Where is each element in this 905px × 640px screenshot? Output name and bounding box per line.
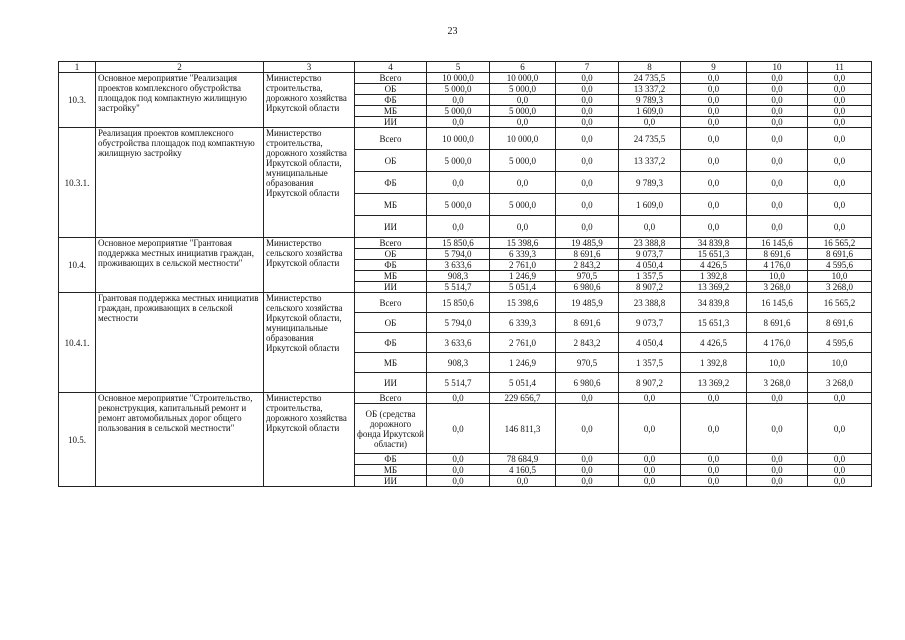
funding-source: ОБ (средства дорожного фонда Иркутской области) [355, 404, 427, 454]
funding-source: ФБ [355, 333, 427, 353]
column-header: 3 [264, 62, 355, 73]
amount-cell: 970,5 [556, 353, 619, 373]
amount-cell: 0,0 [490, 117, 556, 128]
amount-cell: 0,0 [808, 150, 872, 172]
column-header: 5 [427, 62, 490, 73]
amount-cell: 0,0 [556, 117, 619, 128]
column-header: 6 [490, 62, 556, 73]
amount-cell: 1 246,9 [490, 271, 556, 282]
amount-cell: 0,0 [556, 84, 619, 95]
amount-cell: 0,0 [681, 150, 747, 172]
funding-source: МБ [355, 465, 427, 476]
funding-source: МБ [355, 271, 427, 282]
amount-cell: 0,0 [427, 454, 490, 465]
amount-cell: 0,0 [747, 95, 808, 106]
column-header: 2 [96, 62, 264, 73]
amount-cell: 9 073,7 [619, 313, 681, 333]
amount-cell: 34 839,8 [681, 293, 747, 313]
amount-cell: 0,0 [490, 95, 556, 106]
amount-cell: 908,3 [427, 353, 490, 373]
amount-cell: 0,0 [681, 106, 747, 117]
amount-cell: 5 000,0 [427, 150, 490, 172]
amount-cell: 0,0 [556, 465, 619, 476]
funding-source: Всего [355, 293, 427, 313]
amount-cell: 3 268,0 [808, 373, 872, 393]
amount-cell: 0,0 [681, 194, 747, 216]
funding-source: ОБ [355, 313, 427, 333]
amount-cell: 0,0 [681, 454, 747, 465]
amount-cell: 0,0 [681, 73, 747, 84]
amount-cell: 0,0 [556, 393, 619, 404]
amount-cell: 13 337,2 [619, 84, 681, 95]
amount-cell: 4 160,5 [490, 465, 556, 476]
funding-source: ОБ [355, 249, 427, 260]
amount-cell: 0,0 [556, 128, 619, 150]
amount-cell: 5 794,0 [427, 249, 490, 260]
item-code: 10.5. [59, 393, 96, 487]
amount-cell: 0,0 [490, 172, 556, 194]
amount-cell: 4 176,0 [747, 333, 808, 353]
table-row [59, 238, 872, 249]
amount-cell: 15 850,6 [427, 238, 490, 249]
amount-cell: 0,0 [747, 106, 808, 117]
column-header: 11 [808, 62, 872, 73]
amount-cell: 0,0 [681, 95, 747, 106]
amount-cell: 0,0 [556, 106, 619, 117]
amount-cell: 15 651,3 [681, 249, 747, 260]
funding-source: Всего [355, 73, 427, 84]
amount-cell: 8 907,2 [619, 282, 681, 293]
amount-cell: 0,0 [427, 404, 490, 454]
amount-cell: 229 656,7 [490, 393, 556, 404]
amount-cell: 4 595,6 [808, 260, 872, 271]
funding-source: ИИ [355, 282, 427, 293]
item-name: Грантовая поддержка местных инициатив граждан, проживающих в сельской местности [96, 293, 264, 393]
amount-cell: 13 337,2 [619, 150, 681, 172]
amount-cell: 0,0 [427, 95, 490, 106]
column-header: 1 [59, 62, 96, 73]
amount-cell: 6 980,6 [556, 373, 619, 393]
item-code: 10.3. [59, 73, 96, 128]
amount-cell: 0,0 [681, 84, 747, 95]
amount-cell: 5 794,0 [427, 313, 490, 333]
amount-cell: 0,0 [808, 106, 872, 117]
amount-cell: 6 339,3 [490, 313, 556, 333]
amount-cell: 24 735,5 [619, 73, 681, 84]
item-name: Основное мероприятие "Реализация проектов комплексного обустройства площадок под компактную жилищную застройку" [96, 73, 264, 128]
amount-cell: 3 268,0 [747, 373, 808, 393]
amount-cell: 34 839,8 [681, 238, 747, 249]
amount-cell: 5 000,0 [490, 84, 556, 95]
amount-cell: 0,0 [808, 404, 872, 454]
amount-cell: 0,0 [619, 465, 681, 476]
amount-cell: 15 850,6 [427, 293, 490, 313]
amount-cell: 8 691,6 [808, 249, 872, 260]
funding-source: ОБ [355, 150, 427, 172]
amount-cell: 0,0 [556, 172, 619, 194]
amount-cell: 0,0 [619, 117, 681, 128]
amount-cell: 10,0 [747, 271, 808, 282]
table-row [59, 393, 872, 404]
amount-cell: 5 514,7 [427, 373, 490, 393]
amount-cell: 0,0 [427, 476, 490, 487]
amount-cell: 0,0 [808, 84, 872, 95]
amount-cell: 0,0 [427, 393, 490, 404]
amount-cell: 4 426,5 [681, 333, 747, 353]
amount-cell: 8 691,6 [747, 313, 808, 333]
amount-cell: 0,0 [556, 216, 619, 238]
amount-cell: 0,0 [427, 216, 490, 238]
amount-cell: 15 398,6 [490, 293, 556, 313]
amount-cell: 24 735,5 [619, 128, 681, 150]
funding-source: Всего [355, 393, 427, 404]
amount-cell: 2 761,0 [490, 333, 556, 353]
responsible-executor: Министерство строительства, дорожного хозяйства Иркутской области [264, 393, 355, 487]
amount-cell: 0,0 [427, 172, 490, 194]
amount-cell: 0,0 [808, 216, 872, 238]
amount-cell: 5 000,0 [490, 106, 556, 117]
amount-cell: 1 392,8 [681, 353, 747, 373]
amount-cell: 10 000,0 [427, 128, 490, 150]
amount-cell: 0,0 [427, 117, 490, 128]
amount-cell: 146 811,3 [490, 404, 556, 454]
item-name: Реализация проектов комплексного обустройства площадок под компактную жилищную застройку [96, 128, 264, 238]
table-row [59, 73, 872, 84]
amount-cell: 5 000,0 [427, 194, 490, 216]
amount-cell: 23 388,8 [619, 238, 681, 249]
amount-cell: 10,0 [808, 271, 872, 282]
amount-cell: 0,0 [556, 476, 619, 487]
amount-cell: 0,0 [747, 404, 808, 454]
amount-cell: 0,0 [556, 150, 619, 172]
amount-cell: 10 000,0 [427, 73, 490, 84]
amount-cell: 970,5 [556, 271, 619, 282]
amount-cell: 0,0 [747, 194, 808, 216]
column-header: 8 [619, 62, 681, 73]
item-code: 10.4. [59, 238, 96, 293]
amount-cell: 0,0 [808, 465, 872, 476]
column-header: 4 [355, 62, 427, 73]
item-code: 10.4.1. [59, 293, 96, 393]
amount-cell: 8 691,6 [747, 249, 808, 260]
amount-cell: 9 073,7 [619, 249, 681, 260]
amount-cell: 15 398,6 [490, 238, 556, 249]
amount-cell: 0,0 [747, 172, 808, 194]
amount-cell: 0,0 [747, 150, 808, 172]
amount-cell: 5 000,0 [427, 84, 490, 95]
amount-cell: 0,0 [490, 476, 556, 487]
amount-cell: 0,0 [808, 476, 872, 487]
amount-cell: 4 050,4 [619, 333, 681, 353]
amount-cell: 10,0 [808, 353, 872, 373]
responsible-executor: Министерство сельского хозяйства Иркутской области, муниципальные образования Иркутской области [264, 293, 355, 393]
responsible-executor: Министерство сельского хозяйства Иркутской области [264, 238, 355, 293]
amount-cell: 5 000,0 [490, 194, 556, 216]
amount-cell: 4 595,6 [808, 333, 872, 353]
amount-cell: 0,0 [619, 454, 681, 465]
column-header: 9 [681, 62, 747, 73]
funding-source: Всего [355, 128, 427, 150]
amount-cell: 3 633,6 [427, 333, 490, 353]
amount-cell: 16 565,2 [808, 238, 872, 249]
funding-source: МБ [355, 353, 427, 373]
amount-cell: 0,0 [681, 476, 747, 487]
funding-source: МБ [355, 106, 427, 117]
amount-cell: 0,0 [556, 404, 619, 454]
funding-source: ФБ [355, 260, 427, 271]
amount-cell: 0,0 [556, 73, 619, 84]
amount-cell: 15 651,3 [681, 313, 747, 333]
amount-cell: 19 485,9 [556, 293, 619, 313]
amount-cell: 23 388,8 [619, 293, 681, 313]
amount-cell: 0,0 [427, 465, 490, 476]
amount-cell: 0,0 [808, 454, 872, 465]
amount-cell: 0,0 [681, 404, 747, 454]
funding-source: Всего [355, 238, 427, 249]
amount-cell: 0,0 [747, 476, 808, 487]
item-name: Основное мероприятие "Грантовая поддержка местных инициатив граждан, проживающих в сельской местности" [96, 238, 264, 293]
column-header: 7 [556, 62, 619, 73]
amount-cell: 1 609,0 [619, 194, 681, 216]
amount-cell: 3 633,6 [427, 260, 490, 271]
item-name: Основное мероприятие "Строительство, реконструкция, капитальный ремонт и ремонт автомобильных дорог общего пользования в сельской местности" [96, 393, 264, 487]
amount-cell: 0,0 [619, 404, 681, 454]
amount-cell: 10 000,0 [490, 128, 556, 150]
amount-cell: 0,0 [808, 117, 872, 128]
table-body [59, 62, 872, 487]
amount-cell: 8 691,6 [556, 249, 619, 260]
amount-cell: 10 000,0 [490, 73, 556, 84]
amount-cell: 0,0 [808, 73, 872, 84]
amount-cell: 4 176,0 [747, 260, 808, 271]
funding-source: ИИ [355, 117, 427, 128]
amount-cell: 6 339,3 [490, 249, 556, 260]
amount-cell: 8 691,6 [556, 313, 619, 333]
amount-cell: 8 691,6 [808, 313, 872, 333]
responsible-executor: Министерство строительства, дорожного хозяйства Иркутской области, муниципальные образования Иркутской области [264, 128, 355, 238]
amount-cell: 1 246,9 [490, 353, 556, 373]
amount-cell: 0,0 [808, 194, 872, 216]
amount-cell: 9 789,3 [619, 95, 681, 106]
funding-source: ИИ [355, 373, 427, 393]
amount-cell: 10,0 [747, 353, 808, 373]
amount-cell: 0,0 [619, 476, 681, 487]
amount-cell: 0,0 [808, 95, 872, 106]
amount-cell: 2 843,2 [556, 260, 619, 271]
amount-cell: 0,0 [681, 128, 747, 150]
amount-cell: 3 268,0 [808, 282, 872, 293]
amount-cell: 19 485,9 [556, 238, 619, 249]
amount-cell: 0,0 [808, 172, 872, 194]
amount-cell: 5 051,4 [490, 373, 556, 393]
page-number: 23 [447, 26, 458, 37]
amount-cell: 0,0 [747, 84, 808, 95]
amount-cell: 2 843,2 [556, 333, 619, 353]
amount-cell: 0,0 [747, 465, 808, 476]
amount-cell: 0,0 [681, 216, 747, 238]
amount-cell: 0,0 [747, 454, 808, 465]
amount-cell: 0,0 [747, 393, 808, 404]
amount-cell: 16 145,6 [747, 238, 808, 249]
amount-cell: 4 050,4 [619, 260, 681, 271]
amount-cell: 0,0 [747, 73, 808, 84]
funding-source: МБ [355, 194, 427, 216]
amount-cell: 2 761,0 [490, 260, 556, 271]
column-header: 10 [747, 62, 808, 73]
amount-cell: 0,0 [556, 194, 619, 216]
amount-cell: 0,0 [747, 128, 808, 150]
budget-table [58, 61, 872, 487]
table-row [59, 128, 872, 150]
funding-source: ФБ [355, 454, 427, 465]
amount-cell: 0,0 [808, 393, 872, 404]
amount-cell: 0,0 [556, 95, 619, 106]
amount-cell: 8 907,2 [619, 373, 681, 393]
amount-cell: 0,0 [808, 128, 872, 150]
funding-source: ФБ [355, 95, 427, 106]
amount-cell: 0,0 [556, 454, 619, 465]
amount-cell: 0,0 [490, 216, 556, 238]
amount-cell: 0,0 [747, 117, 808, 128]
amount-cell: 1 392,8 [681, 271, 747, 282]
amount-cell: 78 684,9 [490, 454, 556, 465]
amount-cell: 5 000,0 [490, 150, 556, 172]
amount-cell: 4 426,5 [681, 260, 747, 271]
amount-cell: 1 357,5 [619, 271, 681, 282]
funding-source: ИИ [355, 476, 427, 487]
item-code: 10.3.1. [59, 128, 96, 238]
amount-cell: 0,0 [619, 216, 681, 238]
amount-cell: 0,0 [747, 216, 808, 238]
amount-cell: 6 980,6 [556, 282, 619, 293]
amount-cell: 0,0 [681, 117, 747, 128]
amount-cell: 0,0 [681, 465, 747, 476]
amount-cell: 0,0 [681, 172, 747, 194]
amount-cell: 13 369,2 [681, 282, 747, 293]
funding-source: ОБ [355, 84, 427, 95]
funding-source: ИИ [355, 216, 427, 238]
table-row [59, 293, 872, 313]
amount-cell: 1 609,0 [619, 106, 681, 117]
amount-cell: 0,0 [681, 393, 747, 404]
amount-cell: 908,3 [427, 271, 490, 282]
amount-cell: 5 514,7 [427, 282, 490, 293]
funding-source: ФБ [355, 172, 427, 194]
amount-cell: 16 145,6 [747, 293, 808, 313]
amount-cell: 1 357,5 [619, 353, 681, 373]
amount-cell: 9 789,3 [619, 172, 681, 194]
amount-cell: 3 268,0 [747, 282, 808, 293]
responsible-executor: Министерство строительства, дорожного хозяйства Иркутской области [264, 73, 355, 128]
amount-cell: 0,0 [619, 393, 681, 404]
column-number-row [59, 62, 872, 73]
amount-cell: 16 565,2 [808, 293, 872, 313]
amount-cell: 13 369,2 [681, 373, 747, 393]
amount-cell: 5 000,0 [427, 106, 490, 117]
amount-cell: 5 051,4 [490, 282, 556, 293]
